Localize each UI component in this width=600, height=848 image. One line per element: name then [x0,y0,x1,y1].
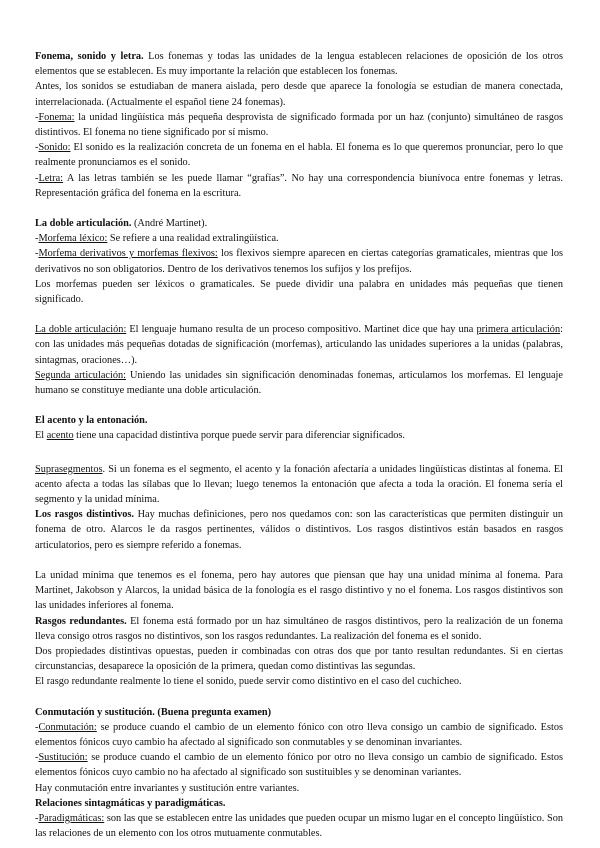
paragraph: El acento tiene una capacidad distintiva porque puede servir para diferenciar significados. [35,430,405,442]
paragraph: Los morfemas pueden ser léxicos o gramaticales. Se puede dividir una palabra en unidades más pequeñas que tienen significado. [35,278,563,306]
paragraph: Los rasgos distintivos. Hay muchas definiciones, pero nos quedamos con: son las características que permiten distinguir un fonema de otro. Alarcos le da rasgos pertinentes, válidos o distintivos. Los rasgos distintivos están basados en rasgos articulatorios, pero es siempre referido a fonemas. [35,509,563,551]
section-title-doble-articulacion: La doble articulación. [35,218,132,230]
definition-letra: -Letra: A las letras también se les puede llamar “grafías”. No hay una correspondencia biunívoca entre fonemas y letras. Representación gráfica del fonema en la escritura. [35,172,563,199]
definition-sustitucion: -Sustitución: se produce cuando el cambio de un elemento fónico por otro no lleva consigo un cambio de significado. Estos elementos fónicos cuyo cambio no ha afectado al significado son sustituibles y se denominan variantes. [35,752,563,779]
definition-paradigmaticas: -Paradigmáticas: son las que se establecen entre las unidades que pueden ocupar un mismo lugar en el concepto lingüístico. Son las relaciones de un elemento con los otros mutuamente conmutables. [35,812,563,840]
paragraph: Rasgos redundantes. El fonema está formado por un haz simultáneo de rasgos distintivos, pero la realización de un fonema lleva consigo otros rasgos no distintivos, son los rasgos redundantes. La realización del fonema es el sonido. [35,615,564,642]
section-title-rasgos-redundantes: Rasgos redundantes. [35,615,127,627]
definition-segunda-articulacion: Segunda articulación: Uniendo las unidades sin significación denominadas fonemas, articulamos los morfemas. El lenguaje humano se constituye mediante una doble articulación. [35,369,563,397]
paragraph: Hay conmutación entre invariantes y sustitución entre variantes. [35,782,300,794]
section-title-conmutacion: Conmutación y sustitución. (Buena pregunta examen) [35,706,272,718]
section-title-fonema: Fonema, sonido y letra. [35,51,144,62]
paragraph: Antes, los sonidos se estudiaban de manera aislada, pero desde que aparece la fonología se estudian de manera conectada, interrelacionada. (Actualmente el español tiene 24 fonemas). [35,81,563,108]
definition-conmutacion: -Conmutación: se produce cuando el cambio de un elemento fónico con otro lleva consigo un cambio de significado. Estos elementos fónicos cuyo cambio ha afectado al significado son conmutables y se denominan invariantes. [35,721,563,748]
paragraph: Fonema, sonido y letra. Los fonemas y todas las unidades de la lengua establecen relaciones de oposición de los otros elementos que se establecen. Es muy importante la relación que establecen los fonemas. [35,51,563,78]
document-body [35,49,563,841]
paragraph: La doble articulación. (André Martinet). [35,218,208,230]
section-title-relaciones: Relaciones sintagmáticas y paradigmáticas. [35,797,226,809]
definition-morfemas-flexivos: -Morfema derivativos y morfemas flexivos: los flexivos siempre aparecen en ciertas categorías gramaticales, mientras que los derivativos no son obligatorios. Dentro de los derivativos tenemos los sufijos y los prefijos. [35,248,563,275]
definition-fonema: -Fonema: la unidad lingüística más pequeña desprovista de significado formada por un haz (conjunto) simultáneo de rasgos distintivos. El fonema no tiene significado por sí mismo. [35,111,563,139]
section-title-acento: El acento y la entonación. [35,415,148,427]
paragraph: La unidad mínima que tenemos es el fonema, pero hay autores que piensan que hay una unidad mínima al fonema. Para Martinet, Jakobson y Alarcos, la unidad básica de la fonología es el rasgo distintivo y no el fonema. Los rasgos distintivos son las unidades inferiores al fonema. [35,569,563,612]
definition-suprasegmentos: Suprasegmentos. Si un fonema es el segmento, el acento y la fonación afectaría a unidades lingüísticas distintas al fonema. El acento afecta a todas las sílabas que lo llevan; luego tenemos la entonación que afecta a toda la oración. El fonema sería el segmento y la unidad mínima. [35,463,563,506]
definition-doble-articulacion: La doble articulación: El lenguaje humano resulta de un proceso compositivo. Martinet dice que hay una primera articulación: con las unidades más pequeñas dotadas de significación (morfemas), articulando las unidades superiores a la unidas (palabras, sintagmas, oraciones…). [35,324,563,366]
paragraph: El rasgo redundante realmente lo tiene el sonido, puede servir como distintivo en el caso del cuchicheo. [35,676,462,688]
definition-morfema-lexico: -Morfema léxico: Se refiere a una realidad extralingüística. [35,233,279,245]
section-title-rasgos-distintivos: Los rasgos distintivos. [35,509,134,521]
definition-sonido: -Sonido: El sonido es la realización concreta de un fonema en el habla. El fonema es lo que queremos pronunciar, pero lo que realmente pronunciamos es el sonido. [35,142,563,169]
paragraph: Dos propiedades distintivas opuestas, pueden ir combinadas con otras dos que por tanto resultan redundantes. Si en ciertas circunstancias, desaparece la oposición de la primera, quedan como distintivas las segundas. [35,645,563,673]
